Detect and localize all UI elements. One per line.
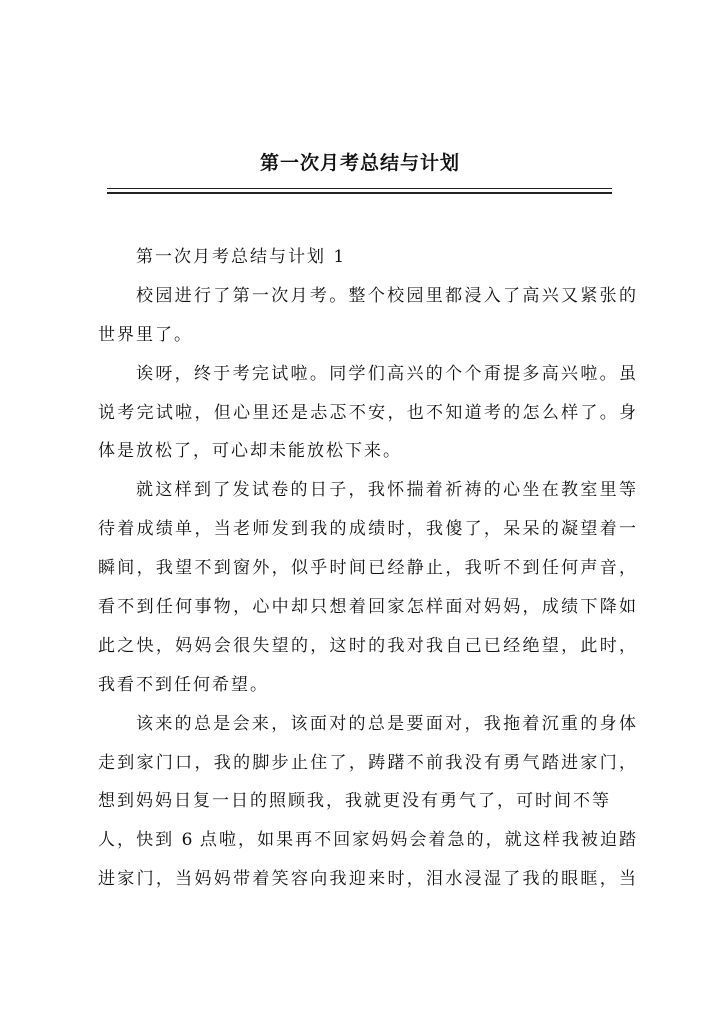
paragraph-line: 校园进行了第一次月考。整个校园里都浸入了高兴又紧张的 <box>136 285 636 306</box>
paragraph-line: 想到妈妈日复一日的照顾我，我就更没有勇气了，可时间不等 <box>98 791 611 812</box>
paragraph-line: 走到家门口，我的脚步止住了，踌躇不前我没有勇气踏进家门， <box>98 752 636 773</box>
document-body <box>98 246 636 907</box>
paragraph-line: 说考完试啦，但心里还是忐忑不安，也不知道考的怎么样了。身 <box>98 402 636 423</box>
paragraph-line: 第一次月考总结与计划 1 <box>136 247 347 267</box>
paragraph-line: 我看不到任何希望。 <box>98 674 269 695</box>
paragraph-line: 看不到任何事物，心中却只想着回家怎样面对妈妈，成绩下降如 <box>98 597 636 618</box>
paragraph-line: 体是放松了，可心却未能放松下来。 <box>98 441 402 462</box>
paragraph-line: 世界里了。 <box>98 324 193 345</box>
title-divider-bottom <box>107 192 612 194</box>
document-title: 第一次月考总结与计划 <box>259 152 460 174</box>
paragraph-line: 进家门，当妈妈带着笑容向我迎来时，泪水浸湿了我的眼眶，当 <box>98 869 636 890</box>
paragraph-line: 瞬间，我望不到窗外，似乎时间已经静止，我听不到任何声音， <box>98 558 636 579</box>
paragraph-line: 待着成绩单，当老师发到我的成绩时，我傻了，呆呆的凝望着一 <box>98 519 636 540</box>
paragraph-line: 该来的总是会来，该面对的总是要面对，我拖着沉重的身体 <box>136 713 636 734</box>
paragraph-line: 诶呀，终于考完试啦。同学们高兴的个个甭提多高兴啦。虽 <box>136 363 636 384</box>
paragraph-line: 人，快到 6 点啦，如果再不回家妈妈会着急的，就这样我被迫踏 <box>98 830 636 851</box>
paragraph-line: 就这样到了发试卷的日子，我怀揣着祈祷的心坐在教室里等 <box>136 480 636 501</box>
paragraph-line: 此之快，妈妈会很失望的，这时的我对我自己已经绝望，此时， <box>98 635 636 656</box>
title-divider-top <box>107 188 612 189</box>
